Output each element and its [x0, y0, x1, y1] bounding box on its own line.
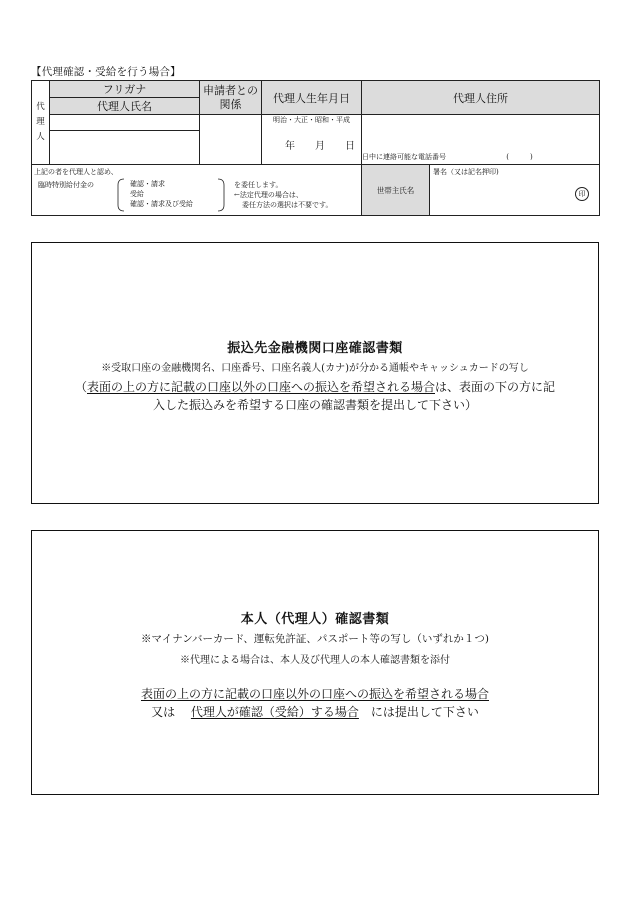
- consent-line1: 上記の者を代理人と認め、: [34, 168, 118, 176]
- identity-box-line3: [32, 685, 598, 702]
- consent-note-3: 委任方法の選択は不要です。: [242, 201, 333, 209]
- bank-box-paren-open: （: [74, 380, 87, 394]
- phone-paren: ( ): [506, 153, 533, 161]
- consent-option-1[interactable]: 確認・請求: [130, 180, 165, 188]
- year-unit: 年: [285, 141, 297, 152]
- identity-box-suffix: には提出して下さい: [370, 705, 479, 719]
- identity-box-line2: ※代理による場合は、本人及び代理人の本人確認書類を添付: [180, 655, 450, 666]
- phone-label: 日中に連絡可能な電話番号: [362, 153, 446, 161]
- consent-note-1: を委任します。: [234, 181, 283, 189]
- bank-box-line1: ※受取口座の金融機関名、口座番号、口座名義人(カナ)が分かる通帳やキャッシュカードの写し: [101, 363, 529, 374]
- seal-icon: 印: [575, 187, 589, 201]
- consent-note-2: ←法定代理の場合は、: [234, 191, 303, 199]
- furigana-field[interactable]: [50, 115, 200, 131]
- proxy-name-header: 代理人氏名: [50, 98, 200, 115]
- consent-line2: 臨時特別給付金の: [38, 181, 94, 189]
- signature-field[interactable]: [430, 165, 600, 216]
- side-char-3: 人: [36, 132, 45, 142]
- address-header: 代理人住所: [362, 81, 600, 115]
- bank-box-underlined: 表面の上の方に記載の口座以外の口座への振込を希望される場合: [86, 380, 435, 394]
- bank-account-document-box: [31, 242, 599, 504]
- dob-header: 代理人生年月日: [262, 81, 362, 115]
- bank-box-title: 振込先金融機関口座確認書類: [227, 341, 403, 356]
- identity-document-box: [31, 530, 599, 795]
- consent-option-3[interactable]: 確認・請求及び受給: [130, 200, 193, 208]
- side-char-2: 理: [36, 117, 45, 127]
- furigana-header: フリガナ: [50, 81, 200, 98]
- consent-cell: [32, 165, 362, 216]
- dob-field[interactable]: [262, 115, 362, 165]
- era-options: 明治・大正・昭和・平成: [273, 116, 350, 124]
- consent-notes: [234, 180, 332, 210]
- bank-box-line2: [32, 378, 598, 395]
- address-field[interactable]: [362, 115, 600, 165]
- identity-box-underlined-2: 代理人が確認（受給）する場合: [190, 705, 359, 719]
- consent-options: [130, 179, 193, 209]
- bank-box-line2-rest: は、表面の下の方に記: [435, 380, 556, 394]
- relation-header: 申請者との関係: [200, 81, 262, 115]
- side-char-1: 代: [36, 102, 45, 112]
- proxy-side-label: [32, 81, 50, 165]
- day-unit: 日: [345, 141, 357, 152]
- date-units: [262, 137, 361, 152]
- month-unit: 月: [315, 141, 327, 152]
- proxy-name-field[interactable]: [50, 131, 200, 165]
- proxy-info-table: [31, 80, 600, 216]
- consent-option-2[interactable]: 受給: [130, 190, 144, 198]
- identity-box-prefix: 又は: [151, 705, 176, 719]
- identity-box-title: 本人（代理人）確認書類: [240, 612, 390, 627]
- identity-box-line4: [32, 703, 598, 720]
- identity-box-line1: ※マイナンバーカード、運転免許証、パスポート等の写し（いずれか１つ): [141, 633, 489, 645]
- relation-field[interactable]: [200, 115, 262, 165]
- section-caption: 【代理確認・受給を行う場合】: [31, 66, 181, 78]
- bank-box-line3: 入した振込みを希望する口座の確認書類を提出して下さい）: [152, 398, 477, 412]
- signature-label: 署名（又は記名押印): [433, 168, 499, 176]
- identity-box-underlined-1: 表面の上の方に記載の口座以外の口座への振込を希望される場合: [140, 687, 489, 701]
- householder-label: 世帯主氏名: [362, 165, 430, 216]
